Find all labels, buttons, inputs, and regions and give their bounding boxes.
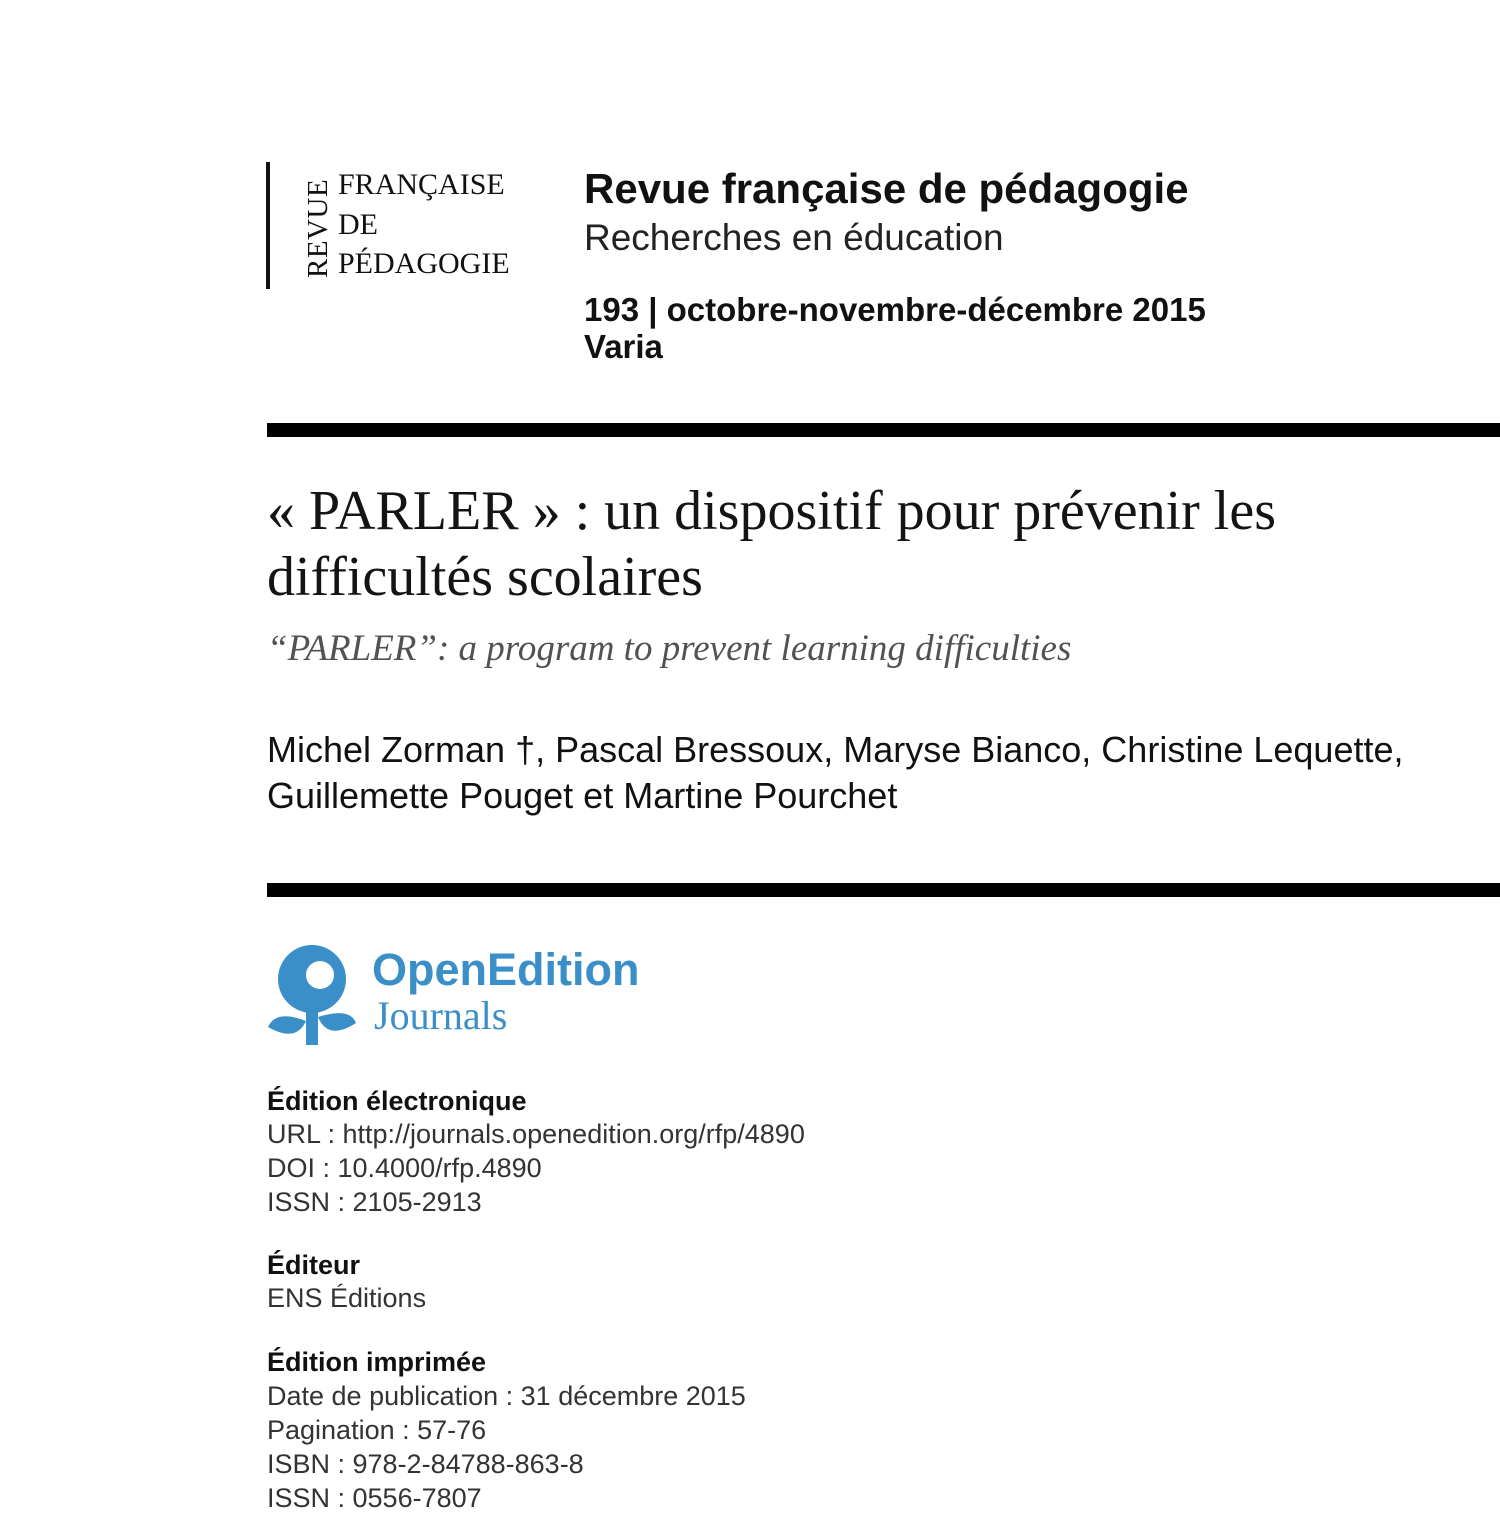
- print-heading: Édition imprimée: [267, 1347, 487, 1377]
- print-pagination: Pagination : 57-76: [267, 1415, 487, 1445]
- logo-line-1: FRANÇAISE: [338, 168, 505, 201]
- authors: Michel Zorman †, Pascal Bressoux, Maryse Bianco, Christine Lequette, Guillemette Pouget et Martine Pourchet: [267, 729, 1404, 816]
- issue-info: 193 | octobre-novembre-décembre 2015: [584, 291, 1206, 328]
- electronic-doi: DOI : 10.4000/rfp.4890: [267, 1153, 542, 1183]
- publisher-name: ENS Éditions: [267, 1283, 427, 1313]
- top-divider: [267, 423, 1500, 437]
- openedition-logo-icon: [266, 945, 358, 1049]
- openedition-journals: Journals: [374, 993, 508, 1038]
- print-issn: ISSN : 0556-7807: [267, 1483, 482, 1513]
- logo-vertical-text: REVUE: [302, 178, 334, 278]
- issue-section: Varia: [584, 328, 663, 365]
- journal-subtitle: Recherches en éducation: [584, 217, 1004, 258]
- logo-bar: [266, 162, 270, 289]
- article-subtitle: “PARLER”: a program to prevent learning difficulties: [267, 628, 1072, 669]
- logo-line-3: PÉDAGOGIE: [338, 247, 510, 280]
- logo-line-2: DE: [338, 208, 378, 241]
- electronic-issn: ISSN : 2105-2913: [267, 1187, 482, 1217]
- electronic-url: URL : http://journals.openedition.org/rfp/4890: [267, 1119, 805, 1149]
- openedition-name: OpenEdition: [372, 944, 640, 995]
- print-isbn: ISBN : 978-2-84788-863-8: [267, 1449, 584, 1479]
- publisher-heading: Éditeur: [267, 1250, 361, 1280]
- electronic-heading: Édition électronique: [267, 1086, 527, 1116]
- journal-title: Revue française de pédagogie: [584, 165, 1189, 212]
- article-title: « PARLER » : un dispositif pour prévenir les difficultés scolaires: [267, 480, 1277, 608]
- print-date: Date de publication : 31 décembre 2015: [267, 1381, 746, 1411]
- bottom-divider: [267, 883, 1500, 897]
